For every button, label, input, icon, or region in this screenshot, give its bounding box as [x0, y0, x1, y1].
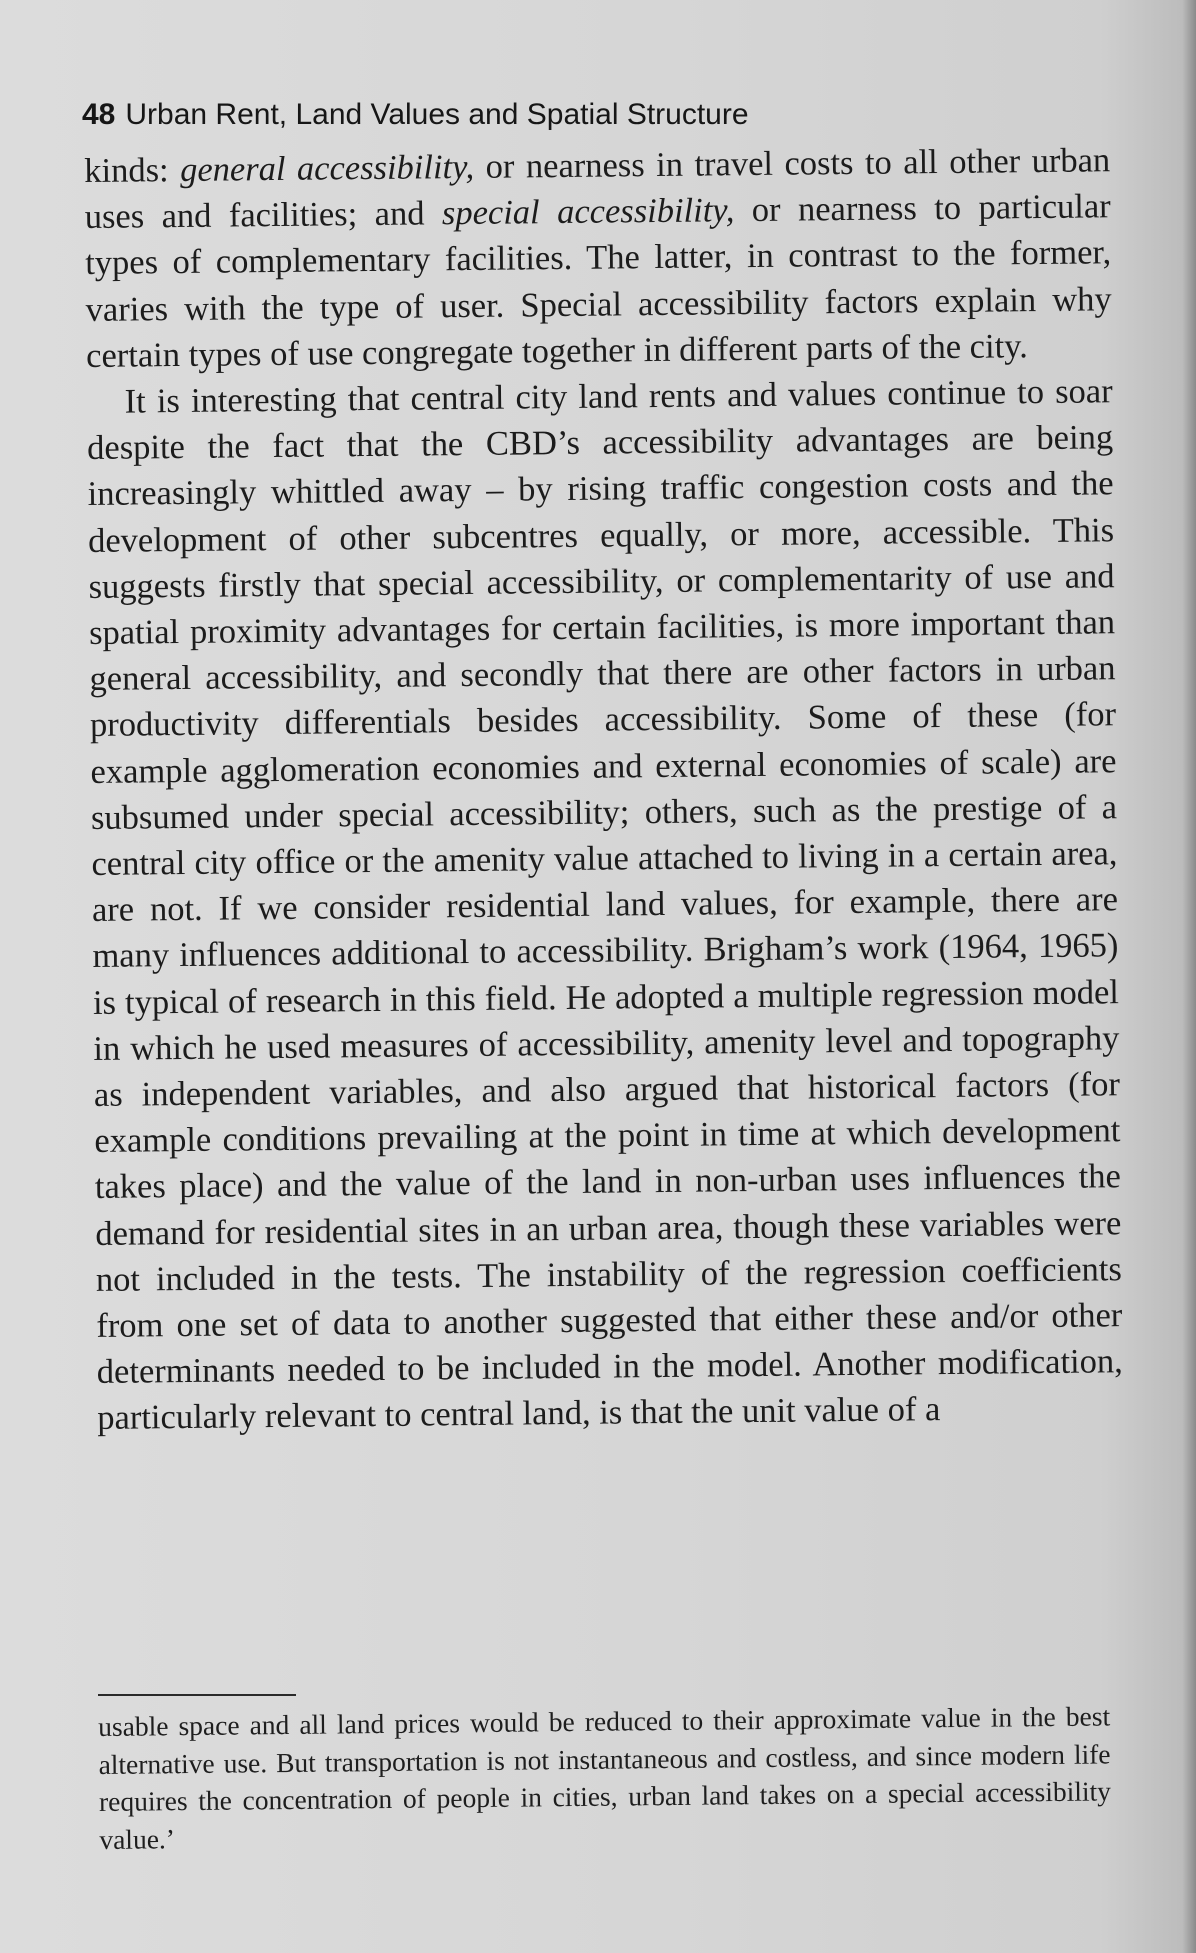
paragraph1-part1: kinds:	[84, 150, 181, 190]
footnote-text: usable space and all land prices would be reduced to their approximate value in the best alternative use. But transportation is not instantaneous and costless, and since modern life requires the concentration of people in cities, urban land takes on a special accessibility value.’	[98, 1700, 1112, 1855]
footnote	[98, 1697, 1112, 1858]
paragraph1-part3: or nearness to particular types of complementary facilities. The latter, in contrast to the former, varies with the type of user. Special accessibility factors explain why certain types of use congregate together in different parts of the city.	[85, 187, 1112, 375]
paragraph1-part2: or nearness in travel costs to all other urban uses and facilities; and	[84, 141, 1111, 237]
body-text	[84, 137, 1123, 1441]
page-edge-shadow	[1182, 0, 1196, 1953]
paragraph-central-land-values: It is interesting that central city land rents and values continue to soar despite the fact that the CBD’s accessibility advantages are being increasingly whittled away – by rising traffic congestion costs and the development of other subcentres equally, or more, accessible. This suggests firstly that special accessibility, or complementarity of use and spatial proximity advantages for certain facilities, is more important than general accessibility, and secondly that there are other factors in urban productivity differentials besides accessibility. Some of these (for example agglomeration economies and external economies of scale) are subsumed under special accessibility; others, such as the prestige of a central city office or the amenity value attached to living in a certain area, are not. If we consider residential land values, for example, there are many influences additional to accessibility. Brigham’s work (1964, 1965) is typical of research in this field. He adopted a multiple regression model in which he used measures of accessibility, amenity level and topography as independent variables, and also argued that historical factors (for example conditions prevailing at the point in time at which development takes place) and the value of the land in non-urban uses influences the demand for residential sites in an urban area, though these variables were not included in the tests. The instability of the regression coefficients from one set of data to another suggested that either these and/or other determinants needed to be included in the model. Another modification, particularly relevant to central land, is that the unit value of a	[86, 372, 1123, 1438]
footnote-rule	[98, 1694, 296, 1696]
term-general-accessibility: general accessibility,	[179, 147, 475, 189]
paragraph-accessibility-kinds	[84, 137, 1112, 379]
running-head	[82, 96, 1122, 134]
running-title: Urban Rent, Land Values and Spatial Structure	[125, 98, 749, 131]
term-special-accessibility: special accessibility,	[441, 191, 735, 233]
page-number: 48	[82, 98, 116, 131]
